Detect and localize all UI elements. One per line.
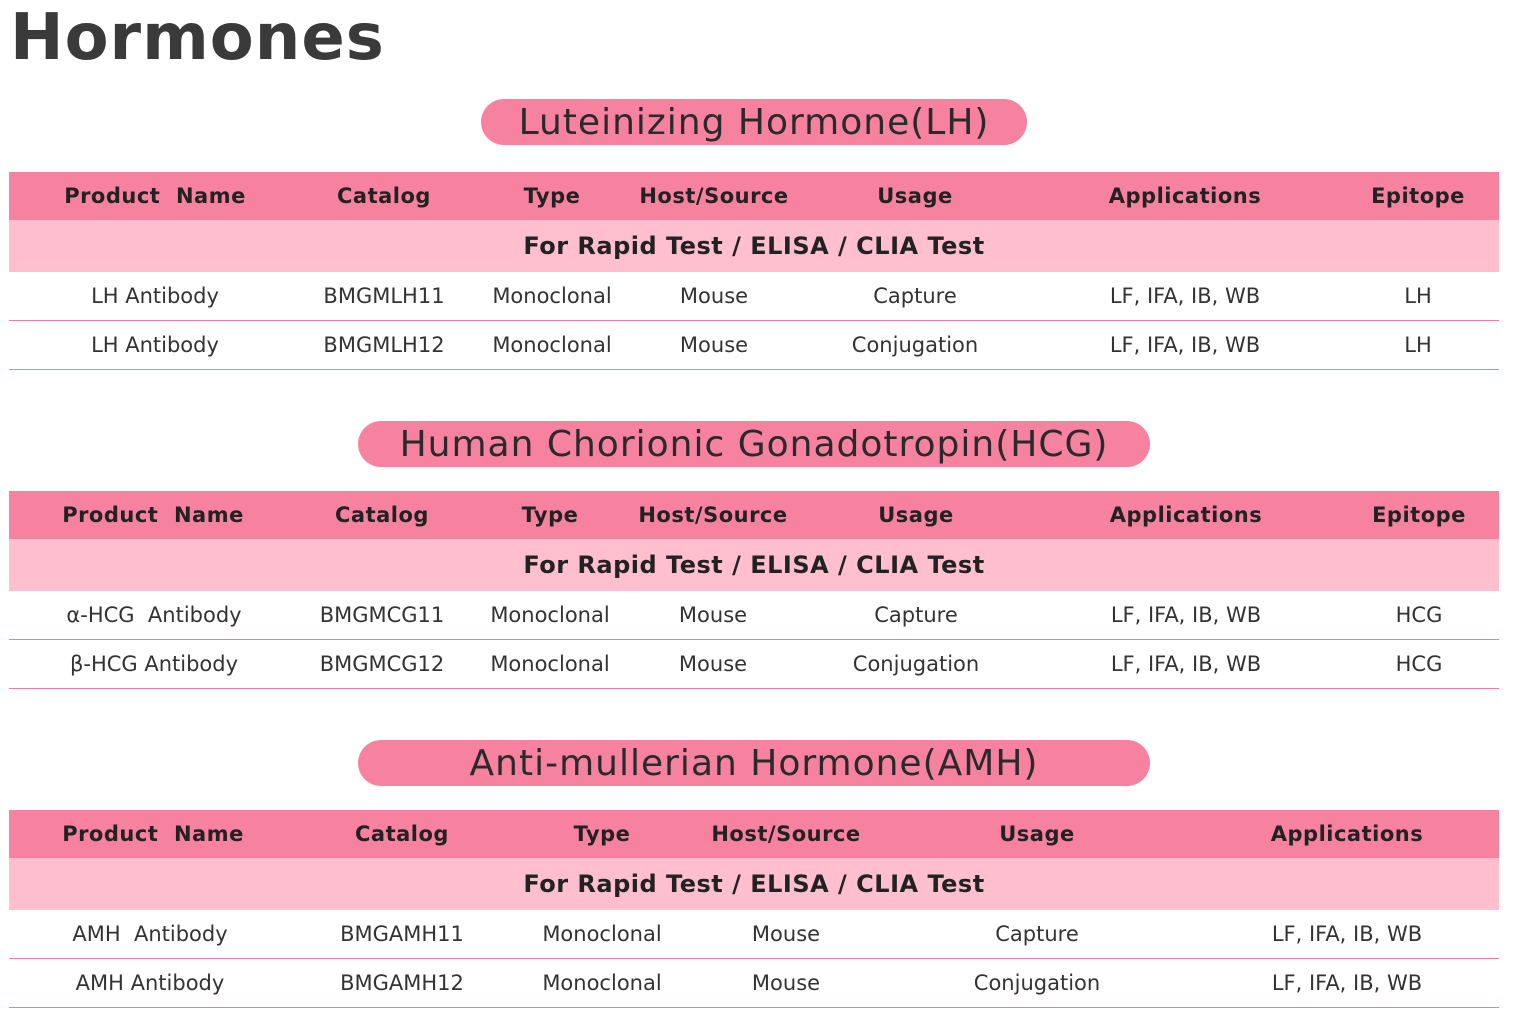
cell-applications: LF, IFA, IB, WB	[1110, 603, 1262, 627]
cell-epitope: HCG	[1395, 652, 1443, 676]
cell-host-source: Mouse	[751, 971, 821, 995]
cell-applications: LF, IFA, IB, WB	[1109, 333, 1261, 357]
col-host-source: Host/Source	[711, 822, 861, 846]
col-applications: Applications	[1270, 822, 1424, 846]
section-title-amh: Anti-mullerian Hormone(AMH)	[358, 740, 1150, 786]
cell-usage: Capture	[995, 922, 1079, 946]
cell-usage: Capture	[874, 603, 958, 627]
cell-product-name: α-HCG Antibody	[66, 603, 242, 627]
cell-type: Monoclonal	[542, 922, 662, 946]
col-product-name: Product Name	[62, 503, 244, 527]
cell-product-name: AMH Antibody	[72, 922, 228, 946]
col-usage: Usage	[878, 503, 954, 527]
cell-type: Monoclonal	[492, 333, 612, 357]
cell-usage: Conjugation	[973, 971, 1101, 995]
col-usage: Usage	[999, 822, 1075, 846]
cell-catalog: BMGMCG11	[319, 603, 445, 627]
cell-type: Monoclonal	[542, 971, 662, 995]
cell-applications: LF, IFA, IB, WB	[1109, 284, 1261, 308]
col-catalog: Catalog	[337, 184, 431, 208]
cell-host-source: Mouse	[679, 333, 749, 357]
table-row	[9, 910, 1499, 959]
section-title-lh: Luteinizing Hormone(LH)	[481, 99, 1027, 145]
cell-type: Monoclonal	[492, 284, 612, 308]
cell-type: Monoclonal	[490, 652, 610, 676]
table-row	[9, 272, 1499, 321]
cell-host-source: Mouse	[751, 922, 821, 946]
col-usage: Usage	[877, 184, 953, 208]
cell-product-name: LH Antibody	[91, 333, 219, 357]
col-catalog: Catalog	[335, 503, 429, 527]
cell-applications: LF, IFA, IB, WB	[1271, 971, 1423, 995]
col-type: Type	[523, 184, 581, 208]
table-row	[9, 640, 1499, 689]
table-subheader: For Rapid Test / ELISA / CLIA Test	[9, 539, 1499, 591]
table-row	[9, 321, 1499, 370]
col-epitope: Epitope	[1372, 503, 1466, 527]
table-subheader: For Rapid Test / ELISA / CLIA Test	[9, 220, 1499, 272]
table-header-row	[9, 172, 1499, 220]
cell-catalog: BMGMLH11	[323, 284, 445, 308]
col-type: Type	[521, 503, 579, 527]
table-row	[9, 591, 1499, 640]
cell-usage: Capture	[873, 284, 957, 308]
cell-catalog: BMGMLH12	[323, 333, 445, 357]
hcg-table	[9, 491, 1499, 689]
cell-type: Monoclonal	[490, 603, 610, 627]
col-host-source: Host/Source	[638, 503, 788, 527]
amh-table	[9, 810, 1499, 1008]
cell-applications: LF, IFA, IB, WB	[1271, 922, 1423, 946]
cell-catalog: BMGAMH11	[340, 922, 464, 946]
cell-usage: Conjugation	[851, 333, 979, 357]
cell-product-name: LH Antibody	[91, 284, 219, 308]
cell-host-source: Mouse	[678, 603, 748, 627]
col-epitope: Epitope	[1371, 184, 1465, 208]
cell-epitope: LH	[1404, 284, 1432, 308]
cell-epitope: LH	[1404, 333, 1432, 357]
cell-product-name: β-HCG Antibody	[69, 652, 239, 676]
section-title-hcg: Human Chorionic Gonadotropin(HCG)	[358, 421, 1150, 467]
col-catalog: Catalog	[355, 822, 449, 846]
page-title: Hormones	[10, 1, 385, 75]
col-product-name: Product Name	[62, 822, 244, 846]
cell-catalog: BMGAMH12	[340, 971, 464, 995]
col-applications: Applications	[1109, 503, 1263, 527]
table-header-row	[9, 810, 1499, 858]
col-type: Type	[573, 822, 631, 846]
lh-table	[9, 172, 1499, 370]
cell-epitope: HCG	[1395, 603, 1443, 627]
col-host-source: Host/Source	[639, 184, 789, 208]
cell-applications: LF, IFA, IB, WB	[1110, 652, 1262, 676]
table-header-row	[9, 491, 1499, 539]
col-product-name: Product Name	[64, 184, 246, 208]
cell-host-source: Mouse	[679, 284, 749, 308]
cell-usage: Conjugation	[852, 652, 980, 676]
table-subheader: For Rapid Test / ELISA / CLIA Test	[9, 858, 1499, 910]
cell-product-name: AMH Antibody	[75, 971, 225, 995]
col-applications: Applications	[1108, 184, 1262, 208]
cell-host-source: Mouse	[678, 652, 748, 676]
cell-catalog: BMGMCG12	[319, 652, 445, 676]
table-row	[9, 959, 1499, 1008]
